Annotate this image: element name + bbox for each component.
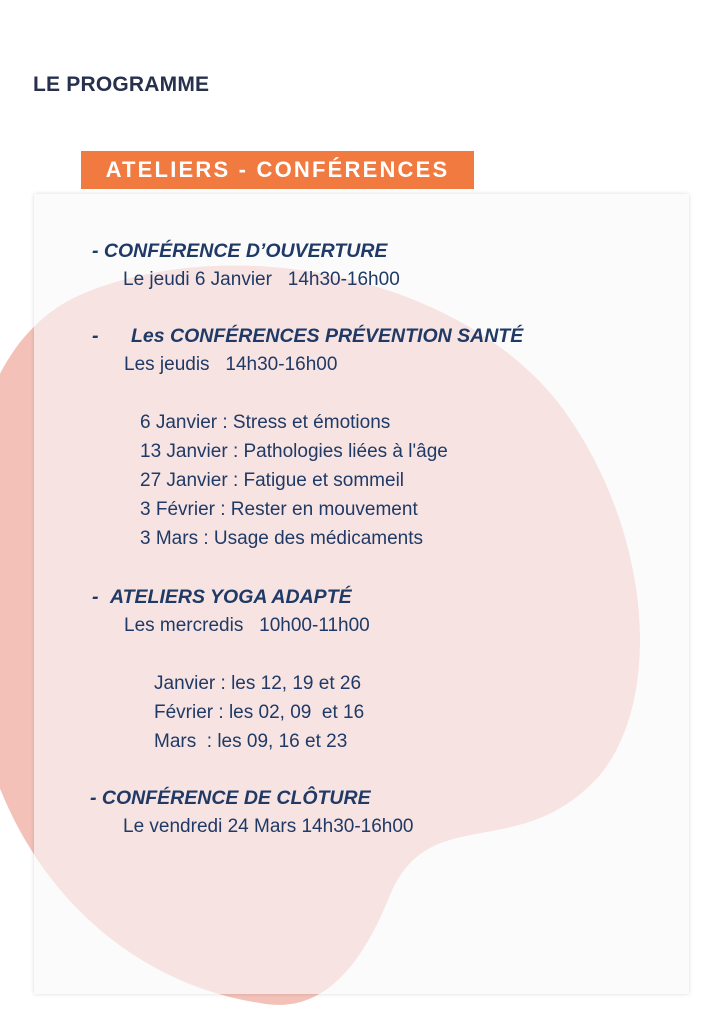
section-closing-title: - CONFÉRENCE DE CLÔTURE	[90, 787, 371, 809]
section-yoga-title: ATELIERS YOGA ADAPTÉ	[110, 586, 352, 608]
list-item: 13 Janvier : Pathologies liées à l'âge	[140, 441, 448, 462]
list-item: 3 Mars : Usage des médicaments	[140, 528, 424, 549]
section-dash: -	[92, 586, 99, 608]
section-dash: -	[92, 325, 99, 347]
list-item: Janvier : les 12, 19 et 26	[154, 673, 362, 694]
section-tag: ATELIERS - CONFÉRENCES	[81, 151, 474, 189]
list-item: 3 Février : Rester en mouvement	[140, 499, 418, 520]
section-yoga-schedule: Les mercredis 10h00-11h00	[124, 615, 370, 636]
section-opening-schedule: Le jeudi 6 Janvier 14h30-16h00	[123, 269, 400, 290]
section-closing-schedule: Le vendredi 24 Mars 14h30-16h00	[123, 816, 414, 837]
section-opening-title: - CONFÉRENCE D’OUVERTURE	[92, 240, 388, 262]
list-item: Mars : les 09, 16 et 23	[154, 731, 348, 752]
list-item: 6 Janvier : Stress et émotions	[140, 412, 391, 433]
page-title: LE PROGRAMME	[33, 73, 210, 96]
section-prevention-schedule: Les jeudis 14h30-16h00	[124, 354, 338, 375]
list-item: Février : les 02, 09 et 16	[154, 702, 365, 723]
list-item: 27 Janvier : Fatigue et sommeil	[140, 470, 405, 491]
section-prevention-title: Les CONFÉRENCES PRÉVENTION SANTÉ	[131, 325, 524, 347]
